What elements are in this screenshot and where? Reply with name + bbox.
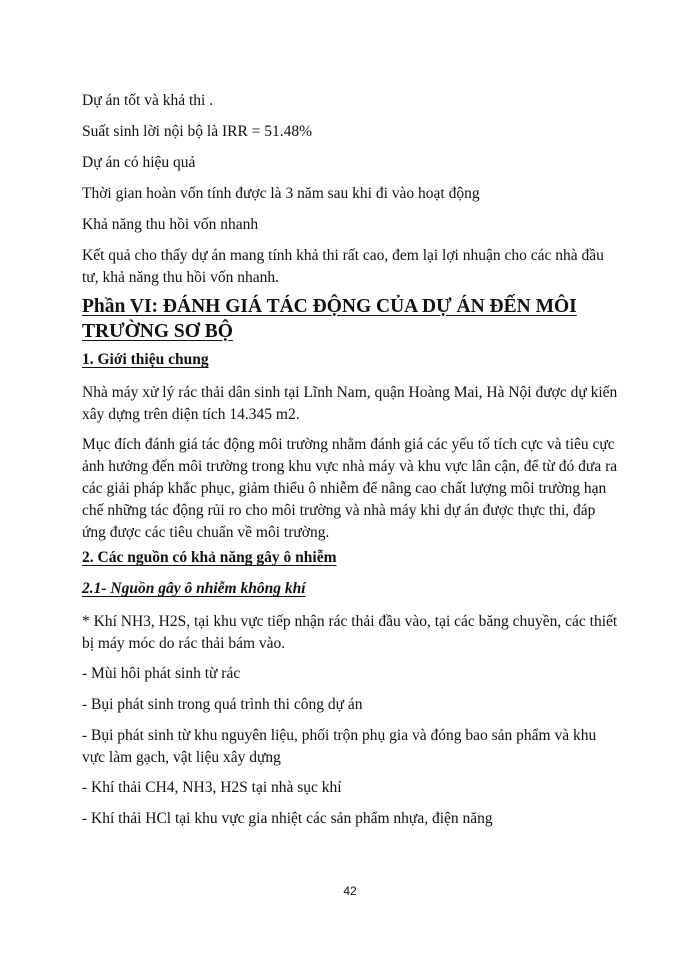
paragraph: Kết quả cho thấy dự án mang tính khả thi rất cao, đem lại lợi nhuận cho các nhà đầu tư, khả năng thu hồi vốn nhanh.	[82, 247, 604, 286]
list-item: - Bụi phát sinh từ khu nguyên liệu, phối trộn phụ gia và đóng bao sản phẩm và khu vực làm gạch, vật liệu xây dựng	[82, 727, 597, 766]
paragraph: Dự án có hiệu quả	[82, 154, 196, 171]
page-number: 42	[343, 884, 357, 898]
subsection-title: 2. Các nguồn có khả năng gây ô nhiễm	[82, 549, 337, 566]
section-title: Phần VI: ĐÁNH GIÁ TÁC ĐỘNG CỦA DỰ ÁN ĐẾN MÔI TRƯỜNG SƠ BỘ	[82, 296, 577, 342]
paragraph: Suất sinh lời nội bộ là IRR = 51.48%	[82, 123, 313, 140]
subsection-title: 1. Giới thiệu chung	[82, 351, 209, 368]
list-item: * Khí NH3, H2S, tại khu vực tiếp nhận rác thải đầu vào, tại các băng chuyền, các thiết bị máy móc do rác thải bám vào.	[82, 613, 618, 652]
paragraph: Thời gian hoàn vốn tính được là 3 năm sau khi đi vào hoạt động	[82, 185, 480, 202]
subsubsection-title: 2.1- Nguồn gây ô nhiễm không khí	[82, 580, 306, 597]
paragraph: Khả năng thu hồi vốn nhanh	[82, 216, 259, 233]
list-item: - Khí thải HCl tại khu vực gia nhiệt các sản phẩm nhựa, điện năng	[82, 810, 493, 827]
list-item: - Khí thải CH4, NH3, H2S tại nhà sục khí	[82, 779, 342, 796]
list-item: - Bụi phát sinh trong quá trình thi công dự án	[82, 696, 363, 713]
paragraph: Mục đích đánh giá tác động môi trường nhằm đánh giá các yếu tố tích cực và tiêu cực ảnh hưởng đến môi trường trong khu vực nhà máy và khu vực lân cận, để từ đó đưa ra các giải pháp khắc phục, giảm thiểu ô nhiễm để nâng cao chất lượng môi trường hạn chế những tác động rủi ro cho môi trường và nhà máy khi dự án được thực thi, đáp ứng được các tiêu chuẩn về môi trường.	[82, 436, 618, 541]
list-item: - Mùi hôi phát sinh từ rác	[82, 665, 241, 682]
paragraph: Nhà máy xử lý rác thải dân sinh tại Lĩnh Nam, quận Hoàng Mai, Hà Nội được dự kiến xây dựng trên diện tích 14.345 m2.	[82, 384, 618, 423]
paragraph: Dự án tốt và khả thi .	[82, 92, 214, 109]
